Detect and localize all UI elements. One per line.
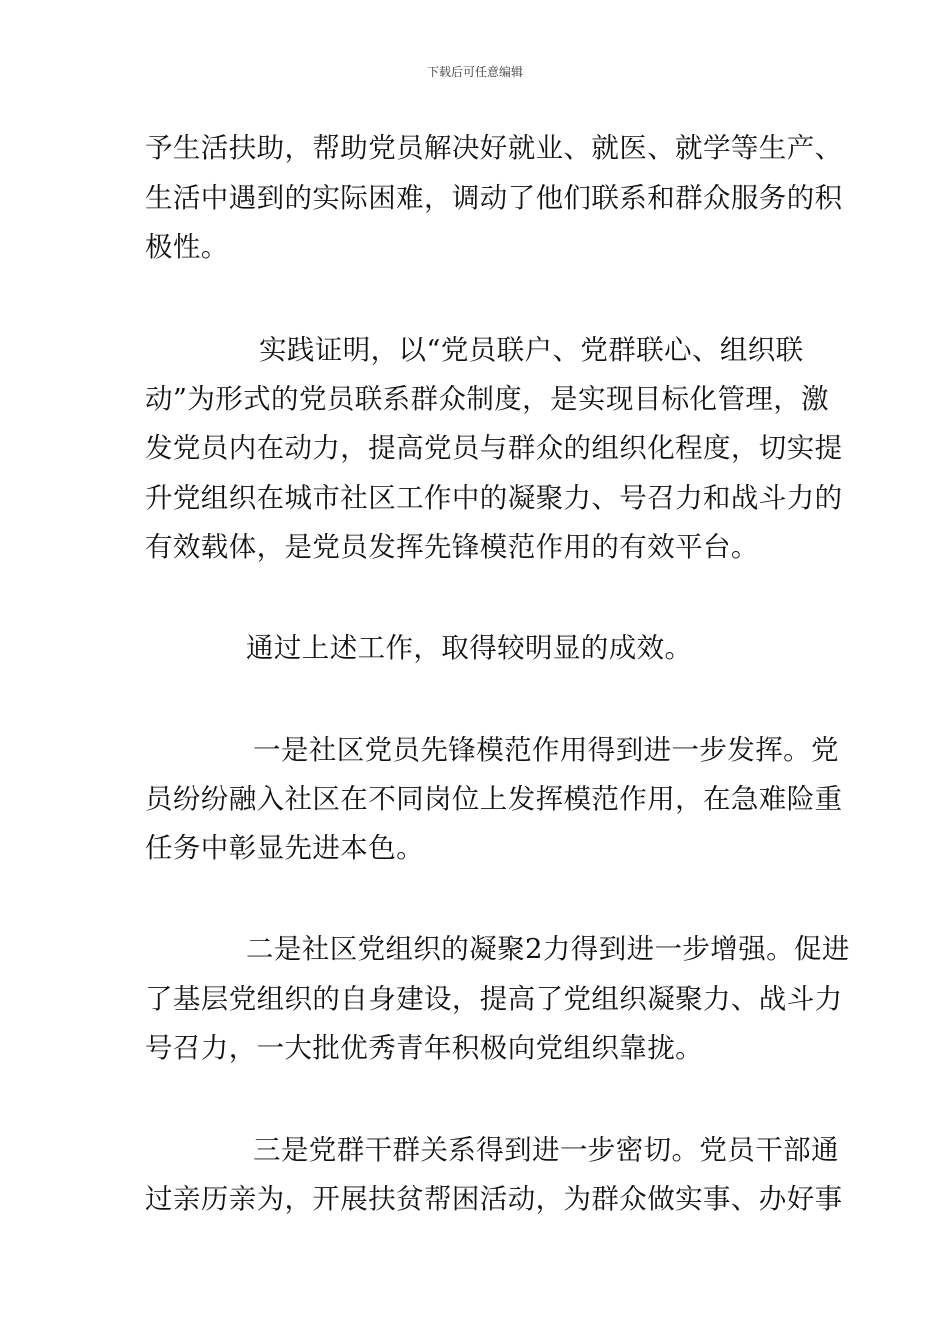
page-header: 下载后可任意编辑 [426,65,523,79]
paragraph-line: 动”为形式的党员联系群众制度，是实现目标化管理，激 [145,383,830,415]
paragraph-line: 有效载体，是党员发挥先锋模范作用的有效平台。 [145,531,759,563]
paragraph-line: 予生活扶助，帮助党员解决好就业、就医、就学等生产、 [145,132,843,164]
paragraph-line: 生活中遇到的实际困难，调动了他们联系和群众服务的积 [145,182,843,214]
paragraph-line: 一是社区党员先锋模范作用得到进一步发挥。党 [253,734,839,766]
paragraph-line: 任务中彰显先进本色。 [145,832,424,864]
paragraph-line: 通过上述工作，取得较明显的成效。 [246,632,693,664]
paragraph-line: 极性。 [145,231,229,263]
paragraph-line: 员纷纷融入社区在不同岗位上发挥模范作用，在急难险重 [145,783,843,815]
paragraph-line: 过亲历亲为，开展扶贫帮困活动，为群众做实事、办好事 [145,1183,843,1215]
paragraph-line: 升党组织在城市社区工作中的凝聚力、号召力和战斗力的 [145,482,843,514]
paragraph-line: 号召力，一大批优秀青年积极向党组织靠拢。 [145,1032,703,1064]
paragraph-line: 实践证明，以“党员联户、党群联心、组织联 [259,334,804,366]
paragraph-line: 发党员内在动力，提高党员与群众的组织化程度，切实提 [145,432,843,464]
paragraph-line: 二是社区党组织的凝聚2力得到进一步增强。促进 [246,933,850,965]
paragraph-line: 了基层党组织的自身建设，提高了党组织凝聚力、战斗力 [145,983,843,1015]
paragraph-line: 三是党群干群关系得到进一步密切。党员干部通 [253,1134,839,1166]
